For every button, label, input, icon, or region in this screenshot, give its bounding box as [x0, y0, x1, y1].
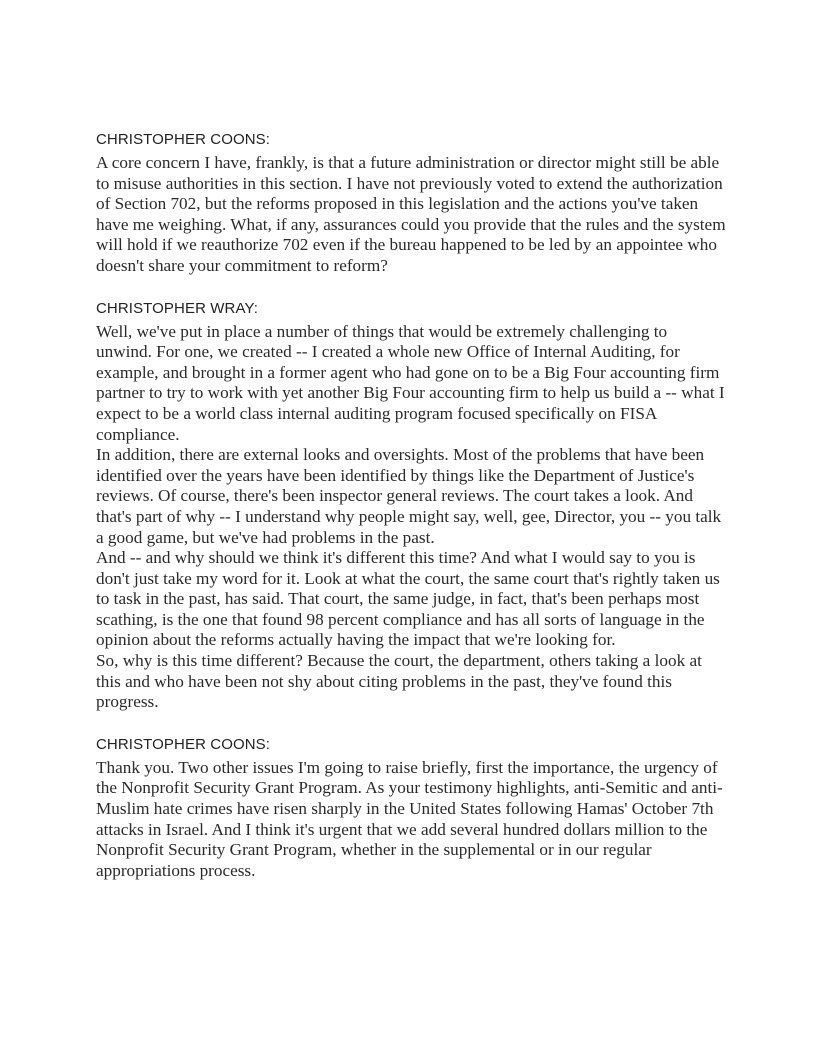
- statement-paragraph: Well, we've put in place a number of things that would be extremely challenging to unwind. For one, we created -- I created a whole new Office of Internal Auditing, for example, and brought in a former agent who had gone on to be a Big Four accounting firm partner to try to work with yet another Big Four accounting firm to help us build a -- what I expect to be a world class internal auditing program focused specifically on FISA compliance.: [96, 321, 725, 444]
- speaker-label: CHRISTOPHER COONS:: [96, 735, 271, 753]
- transcript-block-coons-1: [96, 130, 726, 277]
- speaker-label: CHRISTOPHER WRAY:: [96, 299, 258, 317]
- statement-paragraph: So, why is this time different? Because the court, the department, others taking a look at this and who have been not shy about citing problems in the past, they've found this progress.: [96, 651, 702, 712]
- speaker-label: CHRISTOPHER COONS:: [96, 131, 271, 148]
- statement-paragraph: Thank you. Two other issues I'm going to raise briefly, first the importance, the urgency of the Nonprofit Security Grant Program. As your testimony highlights, anti-Semitic and anti-Muslim hate crimes have risen sharply in the United States following Hamas' October 7th attacks in Israel. And I think it's urgent that we add several hundred dollars million to the Nonprofit Security Grant Program, whether in the supplemental or in our regular appropriations process.: [96, 757, 723, 880]
- statement-paragraph: A core concern I have, frankly, is that a future administration or director might still be able to misuse authorities in this section. I have not previously voted to extend the authorization of Section 702, but the reforms proposed in this legislation and the actions you've taken have me weighing. What, if any, assurances could you provide that the rules and the system will hold if we reauthorize 702 even if the bureau happened to be led by an appointee who doesn't share your commitment to reform?: [96, 153, 726, 275]
- transcript-block-coons-2: [96, 735, 726, 882]
- statement-paragraph: In addition, there are external looks and oversights. Most of the problems that have been identified over the years have been identified by things like the Department of Justice's reviews. Of course, there's been inspector general reviews. The court takes a look. And that's part of why -- I understand why people might say, well, gee, Director, you -- you talk a good game, but we've had problems in the past.: [96, 445, 722, 547]
- transcript-page: [96, 130, 726, 903]
- transcript-block-wray: [96, 299, 726, 713]
- statement-paragraph: And -- and why should we think it's different this time? And what I would say to you is don't just take my word for it. Look at what the court, the same court that's rightly taken us to task in the past, has said. That court, the same judge, in fact, that's been perhaps most scathing, is the one that found 98 percent compliance and has all sorts of language in the opinion about the reforms actually having the impact that we're looking for.: [96, 548, 720, 650]
